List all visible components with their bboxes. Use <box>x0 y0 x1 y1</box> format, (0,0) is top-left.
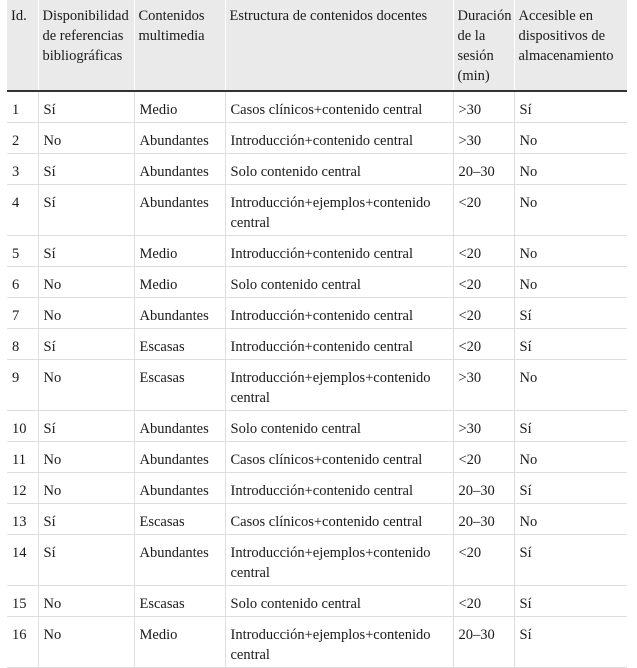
cell-accessible: No <box>514 442 627 473</box>
cell-structure: Casos clínicos+contenido central <box>225 91 453 123</box>
table-row <box>7 535 627 586</box>
cell-multimedia: Abundantes <box>134 411 225 442</box>
cell-accessible: No <box>514 236 627 267</box>
cell-structure: Introducción+contenido central <box>225 298 453 329</box>
cell-structure: Casos clínicos+contenido central <box>225 442 453 473</box>
cell-references: Sí <box>38 236 134 267</box>
cell-structure: Introducción+ejemplos+contenido central <box>225 535 453 586</box>
cell-accessible: No <box>514 185 627 236</box>
cell-accessible: Sí <box>514 91 627 123</box>
cell-multimedia: Abundantes <box>134 535 225 586</box>
cell-references: No <box>38 123 134 154</box>
cell-structure: Introducción+ejemplos+contenido central <box>225 617 453 668</box>
cell-duration: 20–30 <box>453 504 514 535</box>
table-row <box>7 329 627 360</box>
cell-id: 15 <box>7 586 38 617</box>
cell-duration: 20–30 <box>453 617 514 668</box>
cell-duration: >30 <box>453 123 514 154</box>
cell-structure: Introducción+ejemplos+contenido central <box>225 360 453 411</box>
cell-id: 8 <box>7 329 38 360</box>
cell-references: No <box>38 586 134 617</box>
cell-duration: <20 <box>453 535 514 586</box>
header-multimedia: Contenidos multimedia <box>134 0 225 91</box>
cell-accessible: Sí <box>514 473 627 504</box>
table-row <box>7 473 627 504</box>
cell-references: Sí <box>38 411 134 442</box>
table-row <box>7 411 627 442</box>
cell-id: 11 <box>7 442 38 473</box>
cell-duration: <20 <box>453 267 514 298</box>
cell-multimedia: Medio <box>134 267 225 298</box>
cell-id: 10 <box>7 411 38 442</box>
cell-id: 1 <box>7 91 38 123</box>
cell-references: Sí <box>38 535 134 586</box>
cell-multimedia: Abundantes <box>134 442 225 473</box>
cell-multimedia: Abundantes <box>134 123 225 154</box>
cell-id: 13 <box>7 504 38 535</box>
cell-references: No <box>38 473 134 504</box>
cell-structure: Solo contenido central <box>225 411 453 442</box>
cell-id: 2 <box>7 123 38 154</box>
table-row <box>7 123 627 154</box>
cell-multimedia: Abundantes <box>134 185 225 236</box>
table-row <box>7 236 627 267</box>
cell-accessible: Sí <box>514 586 627 617</box>
cell-id: 6 <box>7 267 38 298</box>
table-row <box>7 154 627 185</box>
table-row <box>7 360 627 411</box>
cell-structure: Solo contenido central <box>225 154 453 185</box>
header-references: Disponibilidad de referencias bibliográficas <box>38 0 134 91</box>
header-duration: Duración de la sesión (min) <box>453 0 514 91</box>
cell-accessible: No <box>514 154 627 185</box>
header-id: Id. <box>7 0 38 91</box>
cell-accessible: No <box>514 267 627 298</box>
cell-multimedia: Escasas <box>134 329 225 360</box>
cell-multimedia: Abundantes <box>134 473 225 504</box>
courses-table <box>7 0 627 668</box>
cell-id: 12 <box>7 473 38 504</box>
cell-id: 14 <box>7 535 38 586</box>
cell-structure: Introducción+contenido central <box>225 236 453 267</box>
header-accessible: Accesible en dispositivos de almacenamiento <box>514 0 627 91</box>
cell-structure: Casos clínicos+contenido central <box>225 504 453 535</box>
cell-structure: Solo contenido central <box>225 586 453 617</box>
cell-multimedia: Abundantes <box>134 298 225 329</box>
cell-references: Sí <box>38 504 134 535</box>
cell-accessible: No <box>514 123 627 154</box>
cell-references: No <box>38 267 134 298</box>
cell-accessible: No <box>514 360 627 411</box>
cell-duration: <20 <box>453 442 514 473</box>
cell-structure: Introducción+contenido central <box>225 329 453 360</box>
table-row <box>7 267 627 298</box>
cell-accessible: Sí <box>514 411 627 442</box>
table-body <box>7 91 627 668</box>
cell-duration: >30 <box>453 91 514 123</box>
cell-accessible: Sí <box>514 298 627 329</box>
cell-references: No <box>38 442 134 473</box>
cell-duration: <20 <box>453 586 514 617</box>
header-row <box>7 0 627 91</box>
cell-multimedia: Abundantes <box>134 154 225 185</box>
cell-multimedia: Medio <box>134 236 225 267</box>
table-header <box>7 0 627 91</box>
cell-accessible: No <box>514 504 627 535</box>
cell-structure: Solo contenido central <box>225 267 453 298</box>
table-row <box>7 617 627 668</box>
cell-id: 9 <box>7 360 38 411</box>
cell-structure: Introducción+contenido central <box>225 123 453 154</box>
table-row <box>7 504 627 535</box>
table-row <box>7 586 627 617</box>
cell-structure: Introducción+ejemplos+contenido central <box>225 185 453 236</box>
table-row <box>7 298 627 329</box>
cell-id: 7 <box>7 298 38 329</box>
cell-multimedia: Medio <box>134 617 225 668</box>
cell-id: 4 <box>7 185 38 236</box>
cell-references: Sí <box>38 154 134 185</box>
header-structure: Estructura de contenidos docentes <box>225 0 453 91</box>
cell-references: No <box>38 298 134 329</box>
cell-duration: 20–30 <box>453 473 514 504</box>
cell-accessible: Sí <box>514 617 627 668</box>
cell-references: Sí <box>38 91 134 123</box>
cell-id: 3 <box>7 154 38 185</box>
cell-duration: <20 <box>453 236 514 267</box>
cell-duration: >30 <box>453 360 514 411</box>
table-row <box>7 91 627 123</box>
cell-references: Sí <box>38 329 134 360</box>
cell-id: 5 <box>7 236 38 267</box>
cell-id: 16 <box>7 617 38 668</box>
cell-references: No <box>38 617 134 668</box>
cell-references: No <box>38 360 134 411</box>
cell-duration: <20 <box>453 329 514 360</box>
cell-accessible: Sí <box>514 535 627 586</box>
cell-structure: Introducción+contenido central <box>225 473 453 504</box>
cell-accessible: Sí <box>514 329 627 360</box>
table-row <box>7 185 627 236</box>
cell-multimedia: Medio <box>134 91 225 123</box>
cell-duration: 20–30 <box>453 154 514 185</box>
cell-references: Sí <box>38 185 134 236</box>
cell-duration: <20 <box>453 185 514 236</box>
cell-duration: <20 <box>453 298 514 329</box>
cell-multimedia: Escasas <box>134 360 225 411</box>
cell-multimedia: Escasas <box>134 504 225 535</box>
table-row <box>7 442 627 473</box>
cell-multimedia: Escasas <box>134 586 225 617</box>
cell-duration: >30 <box>453 411 514 442</box>
